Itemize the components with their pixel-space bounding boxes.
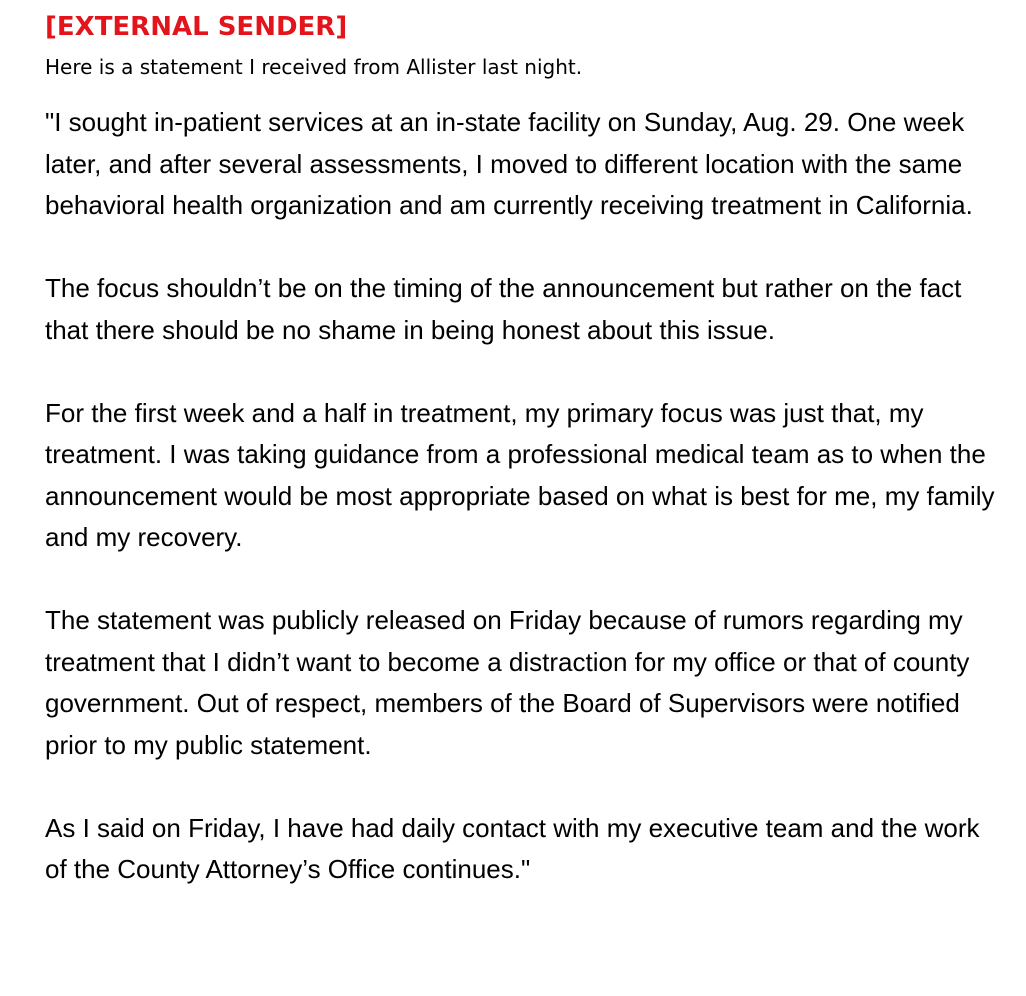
email-body xyxy=(45,0,1005,891)
statement-paragraph: The focus shouldn’t be on the timing of the announcement but rather on the fact that there should be no shame in being honest about this issue. xyxy=(45,273,962,345)
statement-paragraph: As I said on Friday, I have had daily contact with my executive team and the work of the County Attorney’s Office continues." xyxy=(45,812,980,884)
statement-paragraph: "I sought in-patient services at an in-state facility on Sunday, Aug. 29. One week later, and after several assessments, I moved to different location with the same behavioral health organization and am currently receiving treatment in California. xyxy=(45,107,973,220)
intro-line: Here is a statement I received from Allister last night. xyxy=(45,55,583,79)
statement-paragraph: For the first week and a half in treatment, my primary focus was just that, my treatment. I was taking guidance from a professional medical team as to when the announcement would be most appropriate based on what is best for me, my family and my recovery. xyxy=(45,397,995,552)
external-sender-banner: [EXTERNAL SENDER] xyxy=(45,12,348,42)
quoted-statement xyxy=(45,102,1005,891)
statement-paragraph: The statement was publicly released on Friday because of rumors regarding my treatment that I didn’t want to become a distraction for my office or that of county government. Out of respect, members of the Board of Supervisors were notified prior to my public statement. xyxy=(45,605,970,760)
